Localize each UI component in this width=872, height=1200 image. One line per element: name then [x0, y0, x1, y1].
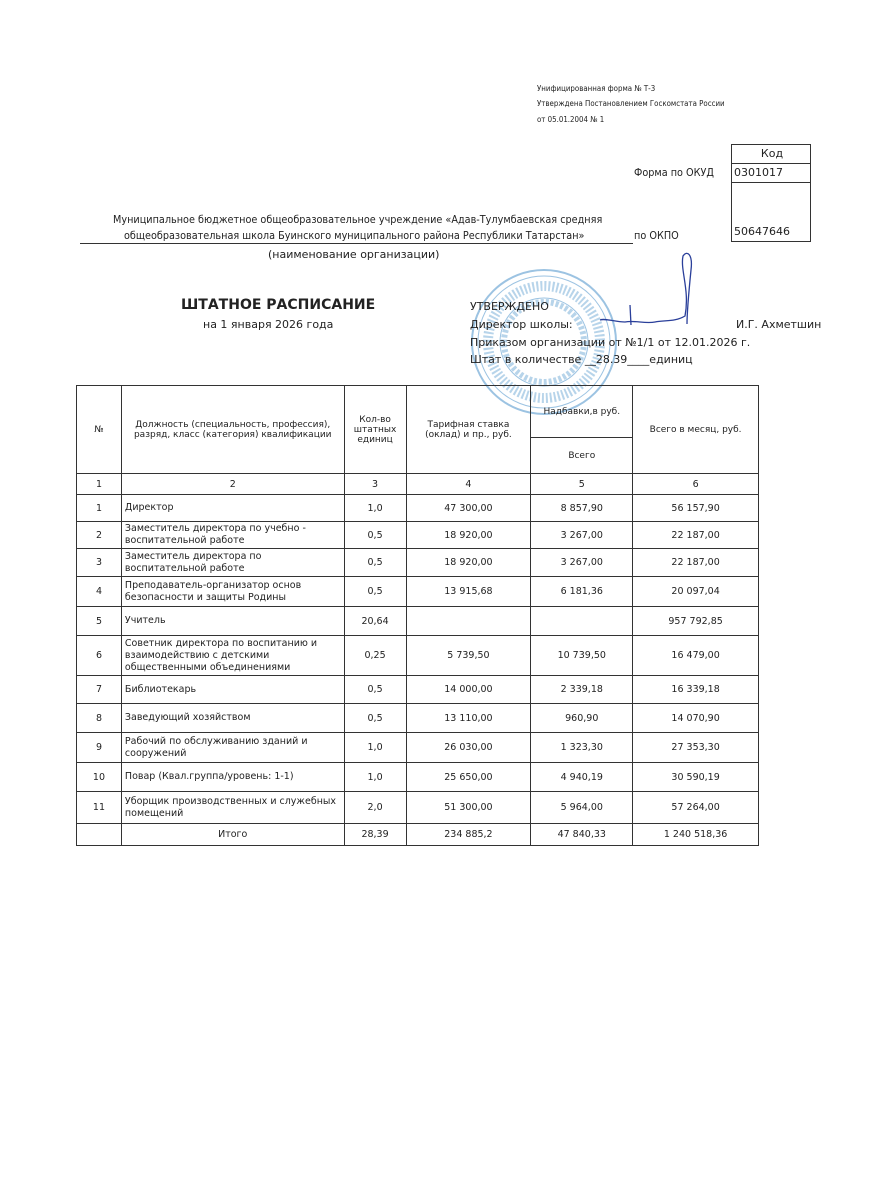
row-rate	[406, 607, 531, 636]
row-rate: 18 920,00	[406, 522, 531, 549]
col-number: 6	[633, 474, 759, 495]
row-units: 0,5	[344, 676, 406, 704]
header-monthly: Всего в месяц, руб.	[633, 386, 759, 474]
row-position: Уборщик производственных и служебных помещений	[121, 792, 344, 824]
form-approval-date: от 05.01.2004 № 1	[537, 115, 605, 124]
form-approval-line: Утверждена Постановлением Госкомстата России	[537, 99, 725, 108]
row-number: 6	[77, 636, 122, 676]
row-position: Директор	[121, 495, 344, 522]
row-monthly-total: 16 339,18	[633, 676, 759, 704]
row-position: Учитель	[121, 607, 344, 636]
row-position: Преподаватель-организатор основ безопасности и защиты Родины	[121, 577, 344, 607]
row-number: 9	[77, 733, 122, 763]
staff-schedule-table	[76, 385, 759, 846]
table-row	[77, 676, 759, 704]
row-number: 7	[77, 676, 122, 704]
row-allowances: 6 181,36	[531, 577, 633, 607]
row-units: 2,0	[344, 792, 406, 824]
approved-label: УТВЕРЖДЕНО	[470, 300, 549, 313]
okud-label: Форма по ОКУД	[634, 166, 714, 179]
row-number: 3	[77, 549, 122, 577]
row-number: 8	[77, 704, 122, 733]
row-allowances: 3 267,00	[531, 522, 633, 549]
row-monthly-total: 56 157,90	[633, 495, 759, 522]
table-row	[77, 549, 759, 577]
row-units: 20,64	[344, 607, 406, 636]
row-allowances: 1 323,30	[531, 733, 633, 763]
row-monthly-total: 957 792,85	[633, 607, 759, 636]
table-row	[77, 636, 759, 676]
row-number: 2	[77, 522, 122, 549]
row-position: Библиотекарь	[121, 676, 344, 704]
row-units: 0,25	[344, 636, 406, 676]
row-position: Повар (Квал.группа/уровень: 1-1)	[121, 763, 344, 792]
totals-rate: 234 885,2	[406, 824, 531, 846]
form-type-line: Унифицированная форма № Т-3	[537, 84, 656, 93]
signer-name: И.Г. Ахметшин	[736, 318, 822, 331]
row-monthly-total: 27 353,30	[633, 733, 759, 763]
header-units: Кол-во штатных единиц	[344, 386, 406, 474]
organization-name-line2: общеобразовательная школа Буинского муниципального района Республики Татарстан»	[124, 229, 585, 242]
row-position: Советник директора по воспитанию и взаимодействию с детскими общественными объединениями	[121, 636, 344, 676]
col-number: 3	[344, 474, 406, 495]
row-monthly-total: 30 590,19	[633, 763, 759, 792]
okud-value: 0301017	[732, 164, 810, 183]
organization-name-line1: Муниципальное бюджетное общеобразовательное учреждение «Адав-Тулумбаевская средняя	[113, 213, 603, 226]
row-monthly-total: 20 097,04	[633, 577, 759, 607]
row-units: 0,5	[344, 577, 406, 607]
table-row	[77, 763, 759, 792]
row-monthly-total: 16 479,00	[633, 636, 759, 676]
totals-label: Итого	[121, 824, 344, 846]
col-number: 4	[406, 474, 531, 495]
row-rate: 13 915,68	[406, 577, 531, 607]
totals-monthly: 1 240 518,36	[633, 824, 759, 846]
totals-units: 28,39	[344, 824, 406, 846]
column-numbers-row	[77, 474, 759, 495]
row-rate: 18 920,00	[406, 549, 531, 577]
document-title: ШТАТНОЕ РАСПИСАНИЕ	[181, 297, 376, 313]
header-rate: Тарифная ставка (оклад) и пр., руб.	[406, 386, 531, 474]
header-allowances-total: Всего	[531, 438, 633, 474]
col-number: 2	[121, 474, 344, 495]
organization-caption: (наименование организации)	[268, 248, 440, 261]
totals-allowances: 47 840,33	[531, 824, 633, 846]
row-units: 0,5	[344, 549, 406, 577]
row-allowances	[531, 607, 633, 636]
row-monthly-total: 14 070,90	[633, 704, 759, 733]
table-row	[77, 607, 759, 636]
table-row	[77, 792, 759, 824]
row-units: 1,0	[344, 495, 406, 522]
row-rate: 14 000,00	[406, 676, 531, 704]
approval-order: Приказом организации от №1/1 от 12.01.2026 г.	[470, 336, 751, 349]
row-units: 1,0	[344, 763, 406, 792]
signature	[595, 250, 705, 335]
row-allowances: 960,90	[531, 704, 633, 733]
row-position: Рабочий по обслуживанию зданий и сооружений	[121, 733, 344, 763]
row-number: 11	[77, 792, 122, 824]
okpo-label: по ОКПО	[634, 229, 679, 242]
table-row	[77, 577, 759, 607]
col-number: 1	[77, 474, 122, 495]
row-number: 10	[77, 763, 122, 792]
row-rate: 26 030,00	[406, 733, 531, 763]
table-row	[77, 522, 759, 549]
table-row	[77, 733, 759, 763]
row-units: 0,5	[344, 522, 406, 549]
row-rate: 25 650,00	[406, 763, 531, 792]
row-units: 0,5	[344, 704, 406, 733]
code-box	[731, 144, 811, 242]
header-num: №	[77, 386, 122, 474]
organization-underline	[80, 243, 633, 244]
row-position: Заместитель директора по учебно - воспитательной работе	[121, 522, 344, 549]
row-position: Заведующий хозяйством	[121, 704, 344, 733]
totals-empty	[77, 824, 122, 846]
row-number: 4	[77, 577, 122, 607]
code-header: Код	[732, 145, 810, 164]
row-monthly-total: 57 264,00	[633, 792, 759, 824]
col-number: 5	[531, 474, 633, 495]
row-allowances: 10 739,50	[531, 636, 633, 676]
row-rate: 47 300,00	[406, 495, 531, 522]
row-number: 5	[77, 607, 122, 636]
row-allowances: 3 267,00	[531, 549, 633, 577]
row-rate: 51 300,00	[406, 792, 531, 824]
row-allowances: 8 857,90	[531, 495, 633, 522]
okpo-value: 50647646	[734, 225, 790, 238]
row-position: Заместитель директора по воспитательной работе	[121, 549, 344, 577]
row-number: 1	[77, 495, 122, 522]
document-date: на 1 января 2026 года	[203, 318, 334, 331]
header-position: Должность (специальность, профессия), разряд, класс (категория) квалификации	[121, 386, 344, 474]
director-label: Директор школы:	[470, 318, 573, 331]
staff-count: Штат в количестве __28.39____единиц	[470, 353, 693, 366]
row-rate: 5 739,50	[406, 636, 531, 676]
row-monthly-total: 22 187,00	[633, 549, 759, 577]
table-row	[77, 495, 759, 522]
row-units: 1,0	[344, 733, 406, 763]
totals-row	[77, 824, 759, 846]
row-monthly-total: 22 187,00	[633, 522, 759, 549]
table-row	[77, 704, 759, 733]
row-allowances: 2 339,18	[531, 676, 633, 704]
row-allowances: 5 964,00	[531, 792, 633, 824]
header-allowances: Надбавки,в руб.	[531, 386, 633, 438]
row-rate: 13 110,00	[406, 704, 531, 733]
row-allowances: 4 940,19	[531, 763, 633, 792]
